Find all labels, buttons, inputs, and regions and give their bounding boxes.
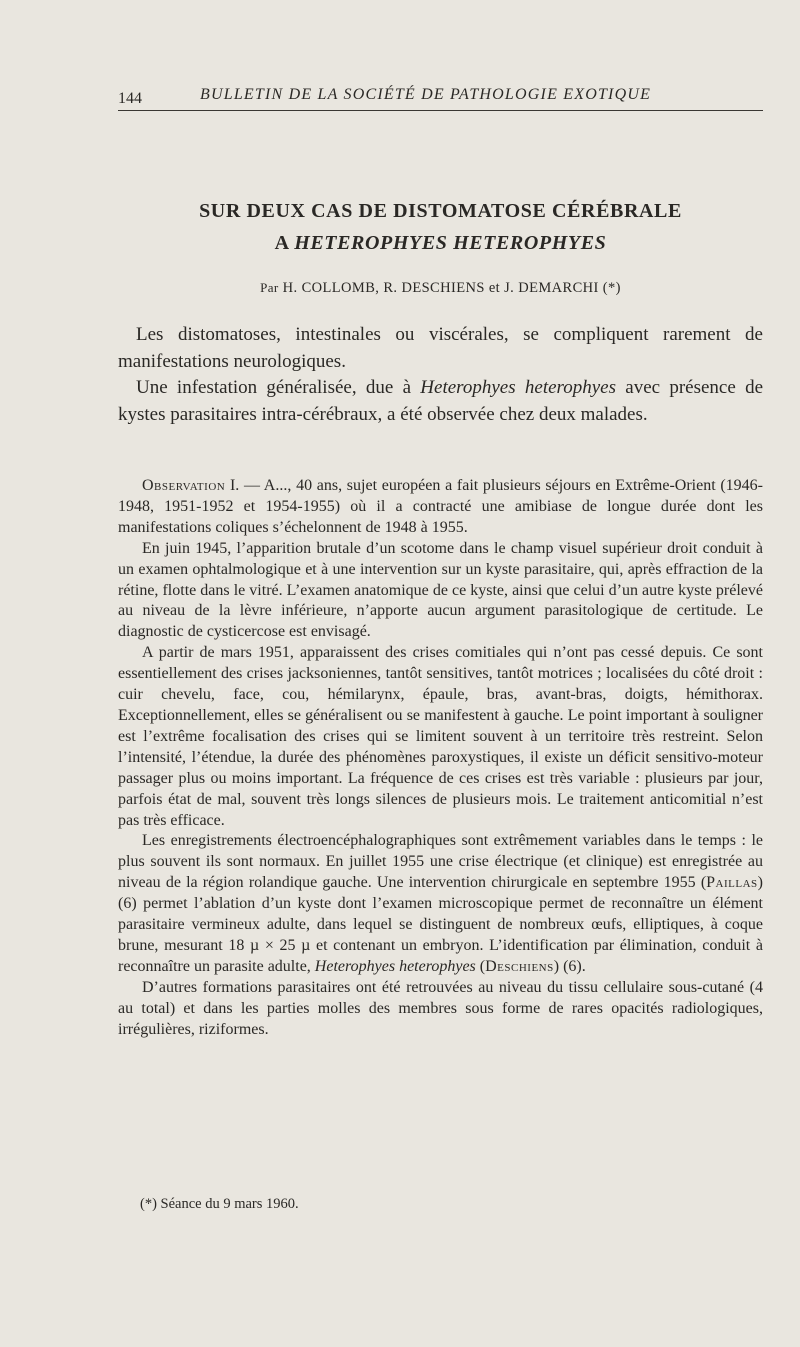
p4-text-d: ) (6). (553, 957, 586, 975)
citation-deschiens: Deschiens (485, 957, 554, 975)
observation-paragraph (118, 476, 763, 539)
journal-title: BULLETIN DE LA SOCIÉTÉ DE PATHOLOGIE EXOTIQUE (200, 86, 652, 103)
observation-text: I. — A..., 40 ans, sujet européen a fait plusieurs séjours en Extrême-Orient (1946-1948, 1951-1952 et 1954-1955) où il a contracté une amibiase de longue durée dont les manifestations coliques s’échelonnent de 1948 à 1955. (118, 477, 764, 536)
footnote: (*) Séance du 9 mars 1960. (140, 1196, 299, 1212)
p4-text-b: ) (6) permet l’ablation d’un kyste dont l’examen microscopique permet de reconnaître un élément parasitaire vermineux adulte, dans lequel se distinguent de nombreux œufs, elliptiques, à coque brune, mesurant 18 µ × 25 µ et contenant un embryon. L’identification par élimination, conduit à reconnaître un parasite adulte, (118, 874, 763, 975)
intro-p2-text-b: avec présence de kystes parasitaires intra-cérébraux, a été observée chez deux malades. (118, 377, 764, 425)
p4-text-c: ( (479, 957, 486, 975)
body-paragraph-5: D’autres formations parasitaires ont été retrouvées au niveau du tissu cellulaire sous-cutané (4 au total) et dans les parties molles des membres sous forme de rares opacités radiologiques, irrégulières, riziformes. (118, 978, 763, 1038)
body-paragraph-2: En juin 1945, l’apparition brutale d’un scotome dans le champ visuel supérieur droit conduit à un examen ophtalmologique et à une intervention sur un kyste parasitaire, qui, après effraction de la rétine, flotte dans le vitré. L’examen anatomique de ce kyste, ainsi que celui d’un autre kyste prélevé au niveau de la lèvre inférieure, n’apporte aucun argument parasitologique de certitude. Le diagnostic de cysticercose est envisagé. (118, 539, 763, 641)
page-number: 144 (118, 90, 142, 107)
p4-species: Heterophyes heterophyes (314, 957, 476, 975)
article-title-line-2 (118, 228, 763, 258)
citation-paillas: Paillas (706, 874, 758, 892)
running-head (118, 84, 763, 111)
intro-species: Heterophyes heterophyes (420, 377, 616, 398)
intro-paragraph-2 (118, 375, 763, 428)
title-species: HETEROPHYES HETEROPHYES (294, 232, 607, 254)
intro-paragraph-1: Les distomatoses, intestinales ou viscérales, se compliquent rarement de manifestations neurologiques. (118, 324, 763, 372)
article-body (118, 476, 763, 1040)
intro-p2-text-a: Une infestation généralisée, due à (136, 377, 412, 398)
title-prefix: A (274, 232, 289, 254)
observation-label: Observation (142, 477, 226, 494)
body-paragraph-4 (118, 831, 763, 977)
abstract (118, 322, 763, 428)
authors-footnote-mark: (*) (602, 280, 621, 296)
author-line (118, 280, 763, 297)
authors-names: H. COLLOMB, R. DESCHIENS et J. DEMARCHI (282, 280, 599, 296)
body-paragraph-3: A partir de mars 1951, apparaissent des crises comitiales qui n’ont pas cessé depuis. Ce sont essentiellement des crises jacksoniennes, tantôt sensitives, tantôt motrices ; localisées du côté droit : cuir chevelu, face, cou, hémilarynx, épaule, bras, avant-bras, doigts, hémithorax. Exceptionnellement, elles se généralisent ou se manifestent à gauche. Le point important à souligner est l’extrême focalisation des crises qui se limitent souvent à un territoire très restreint. Selon l’intensité, l’étendue, la durée des phénomènes paroxystiques, il existe un déficit sensitivo-moteur passager plus ou moins important. La fréquence de ces crises est très variable : plusieurs par jour, parfois état de mal, souvent très longs silences de plusieurs mois. Le traitement anticomitial n’est pas très efficace. (118, 644, 763, 829)
article-title-line-1: SUR DEUX CAS DE DISTOMATOSE CÉRÉBRALE (199, 200, 682, 222)
authors-par: Par (260, 280, 279, 295)
p4-text-a: Les enregistrements électroencéphalographiques sont extrêmement variables dans le temps : le plus souvent ils sont normaux. En juillet 1955 une crise électrique (et clinique) est enregistrée au niveau de la région rolandique gauche. Une intervention chirurgicale en septembre 1955 ( (118, 832, 763, 892)
